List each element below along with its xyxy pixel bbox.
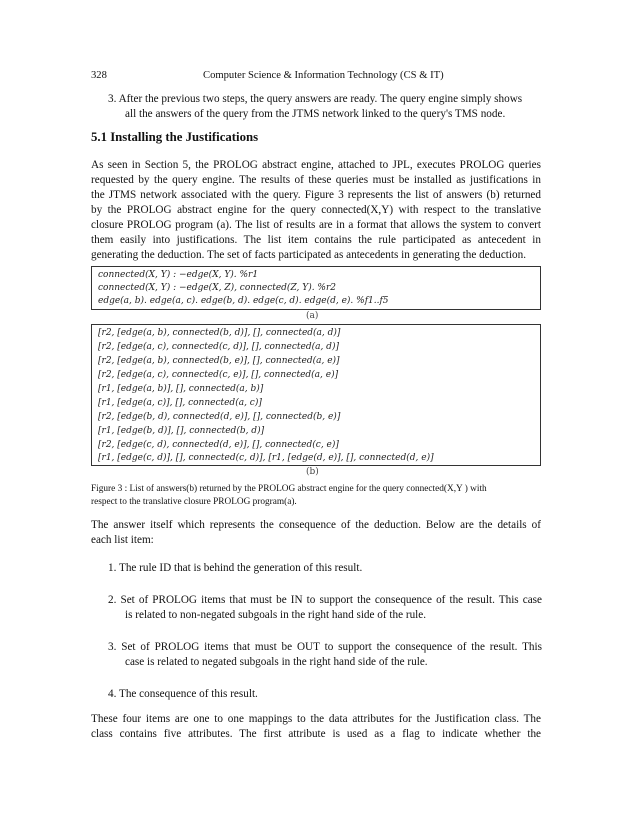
answer-line: [r2, [edge(a, b), connected(b, d)], [], connected(a, d)] [98,328,341,338]
program-line: connected(X, Y) : −edge(X, Z), connected(Z, Y). %r2 [98,283,337,293]
paragraph-line: generating the deduction. The set of facts participated as antecedents in generating the deduction. [91,249,527,261]
paragraph-line: the JTMS network associated with the query. Figure 3 represents the list of answers (b) returned [91,189,541,201]
paragraph-3-line-2: class contains five attributes. The first attribute is used as a flag to indicate whether the [91,728,541,740]
paragraph-line: As seen in Section 5, the PROLOG abstract engine, attached to JPL, executes PROLOG queries [91,159,541,171]
running-title: Computer Science & Information Technology (CS & IT) [203,70,444,81]
answer-line: [r2, [edge(b, d), connected(d, e)], [], connected(b, e)] [98,412,341,422]
paragraph-2-line-1: The answer itself which represents the consequence of the deduction. Below are the details of [91,519,541,531]
answer-line: [r2, [edge(a, c), connected(c, d)], [], connected(a, d)] [98,342,339,352]
step-3-line-2: all the answers of the query from the JTMS network linked to the query's TMS node. [125,108,506,120]
paragraph-line: by the PROLOG abstract engine for the query connected(X,Y) with respect to the translative [91,204,541,216]
figure-label-b: (b) [306,467,319,477]
program-line: edge(a, b). edge(a, c). edge(b, d). edge(c, d). edge(d, e). %f1..f5 [98,296,389,306]
list-item-4: 4. The consequence of this result. [108,688,258,700]
list-item-2-line-2: is related to non-negated subgoals in the right hand side of the rule. [125,609,427,621]
paragraph-3-line-1: These four items are one to one mappings to the data attributes for the Justification class. The [91,713,541,725]
answer-line: [r1, [edge(a, b)], [], connected(a, b)] [98,384,264,394]
answer-list-box [91,324,541,466]
answer-line: [r2, [edge(c, d), connected(d, e)], [], connected(c, e)] [98,440,339,450]
caption-line: respect to the translative closure PROLOG program(a). [91,497,297,507]
section-heading: 5.1 Installing the Justifications [91,130,259,144]
paragraph-line: requested by the query engine. The results of these queries must be installed as justifications in [91,174,541,186]
list-item-3-line-1: 3. Set of PROLOG items that must be OUT to support the consequence of the result. This [108,641,542,653]
figure-caption [91,483,543,509]
list-item-3-line-2: case is related to negated subgoals in the right hand side of the rule. [125,656,428,668]
step-3-line-1: 3. After the previous two steps, the query answers are ready. The query engine simply shows [108,93,523,105]
list-item-1: 1. The rule ID that is behind the generation of this result. [108,562,363,574]
answer-line: [r1, [edge(c, d)], [], connected(c, d)], [r1, [edge(d, e)], [], connected(d, e)] [98,453,434,463]
figure-label-a: (a) [306,311,319,321]
answer-line: [r1, [edge(a, c)], [], connected(a, c)] [98,398,262,408]
answer-line: [r2, [edge(a, c), connected(c, e)], [], connected(a, e)] [98,370,339,380]
paragraph-line: them easily into justifications. The list item contains the rule participated as antecedent in [91,234,541,246]
program-line: connected(X, Y) : −edge(X, Y). %r1 [98,270,259,280]
answer-line: [r2, [edge(a, b), connected(b, e)], [], connected(a, e)] [98,356,340,366]
paragraph-2-line-2: each list item: [91,534,154,546]
answer-line: [r1, [edge(b, d)], [], connected(b, d)] [98,426,265,436]
caption-line: Figure 3 : List of answers(b) returned by the PROLOG abstract engine for the query connected(X,Y ) with [91,484,487,494]
prolog-program-box [91,266,541,310]
paragraph-line: closure PROLOG program (a). The list of results are in a format that allows the system to convert [91,219,541,231]
list-item-2-line-1: 2. Set of PROLOG items that must be IN to support the consequence of the result. This case [108,594,542,606]
page-number: 328 [91,70,107,81]
